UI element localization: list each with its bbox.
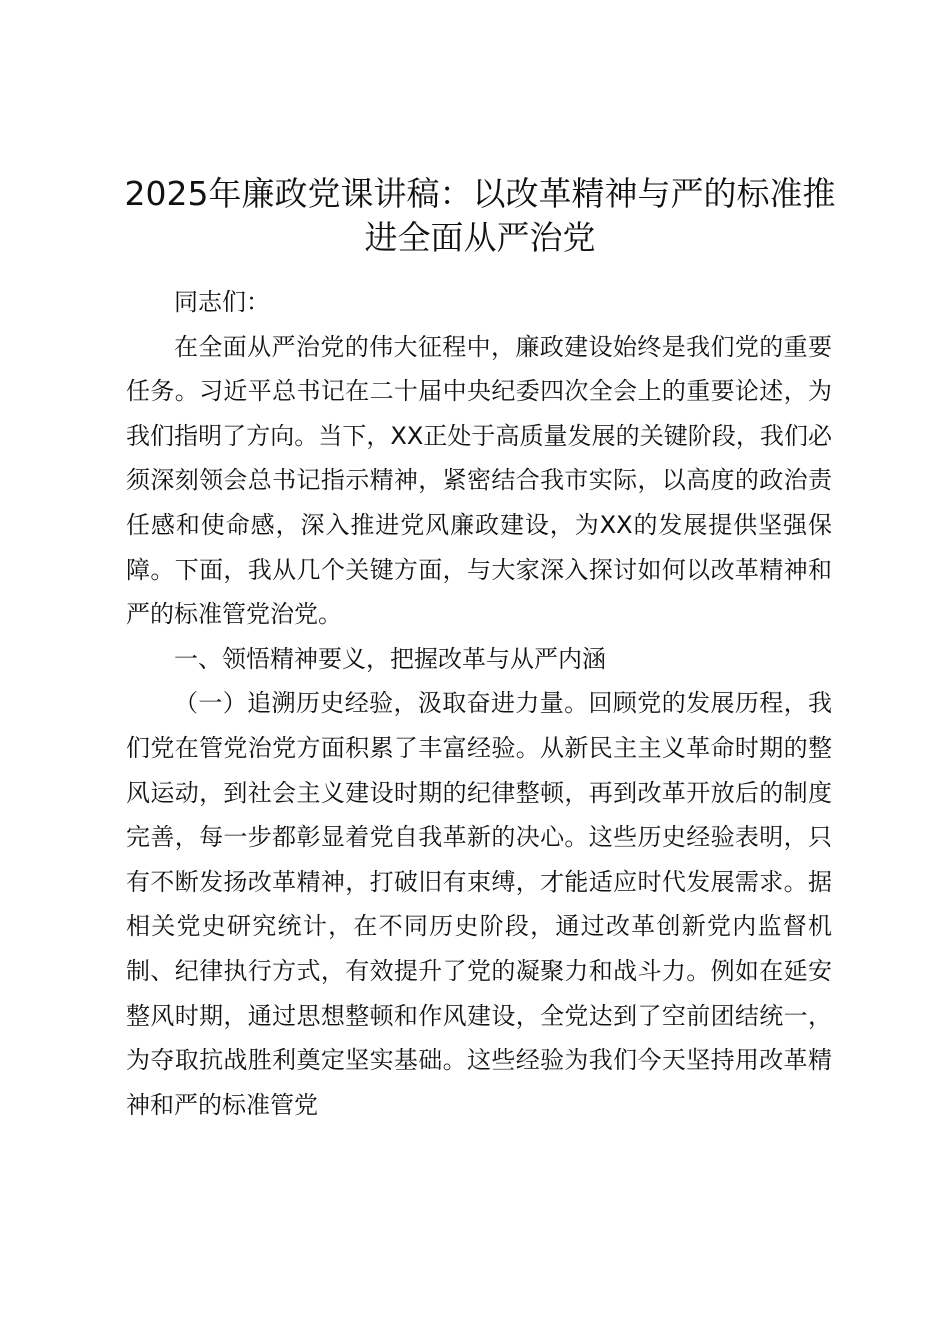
paragraph-history: （一）追溯历史经验，汲取奋进力量。回顾党的发展历程，我们党在管党治党方面积累了丰富经验。从新民主主义革命时期的整风运动，到社会主义建设时期的纪律整顿，再到改革开放后的制度完善，每一步都彰显着党自我革新的决心。这些历史经验表明，只有不断发扬改革精神，打破旧有束缚，才能适应时代发展需求。据相关党史研究统计，在不同历史阶段，通过改革创新党内监督机制、纪律执行方式，有效提升了党的凝聚力和战斗力。例如在延安整风时期，通过思想整顿和作风建设，全党达到了空前团结统一，为夺取抗战胜利奠定坚实基础。这些经验为我们今天坚持用改革精神和严的标准管党 [126,689,832,1119]
document-body [126,280,832,1127]
salutation: 同志们： [174,288,270,316]
paragraph-intro: 在全面从严治党的伟大征程中，廉政建设始终是我们党的重要任务。习近平总书记在二十届中央纪委四次全会上的重要论述，为我们指明了方向。当下，XX正处于高质量发展的关键阶段，我们必须深刻领会总书记指示精神，紧密结合我市实际，以高度的政治责任感和使命感，深入推进党风廉政建设，为XX的发展提供坚强保障。下面，我从几个关键方面，与大家深入探讨如何以改革精神和严的标准管党治党。 [126,332,832,629]
document-title: 2025年廉政党课讲稿：以改革精神与严的标准推进全面从严治党 [124,174,836,257]
section-heading-1: 一、领悟精神要义，把握改革与从严内涵 [174,644,606,673]
